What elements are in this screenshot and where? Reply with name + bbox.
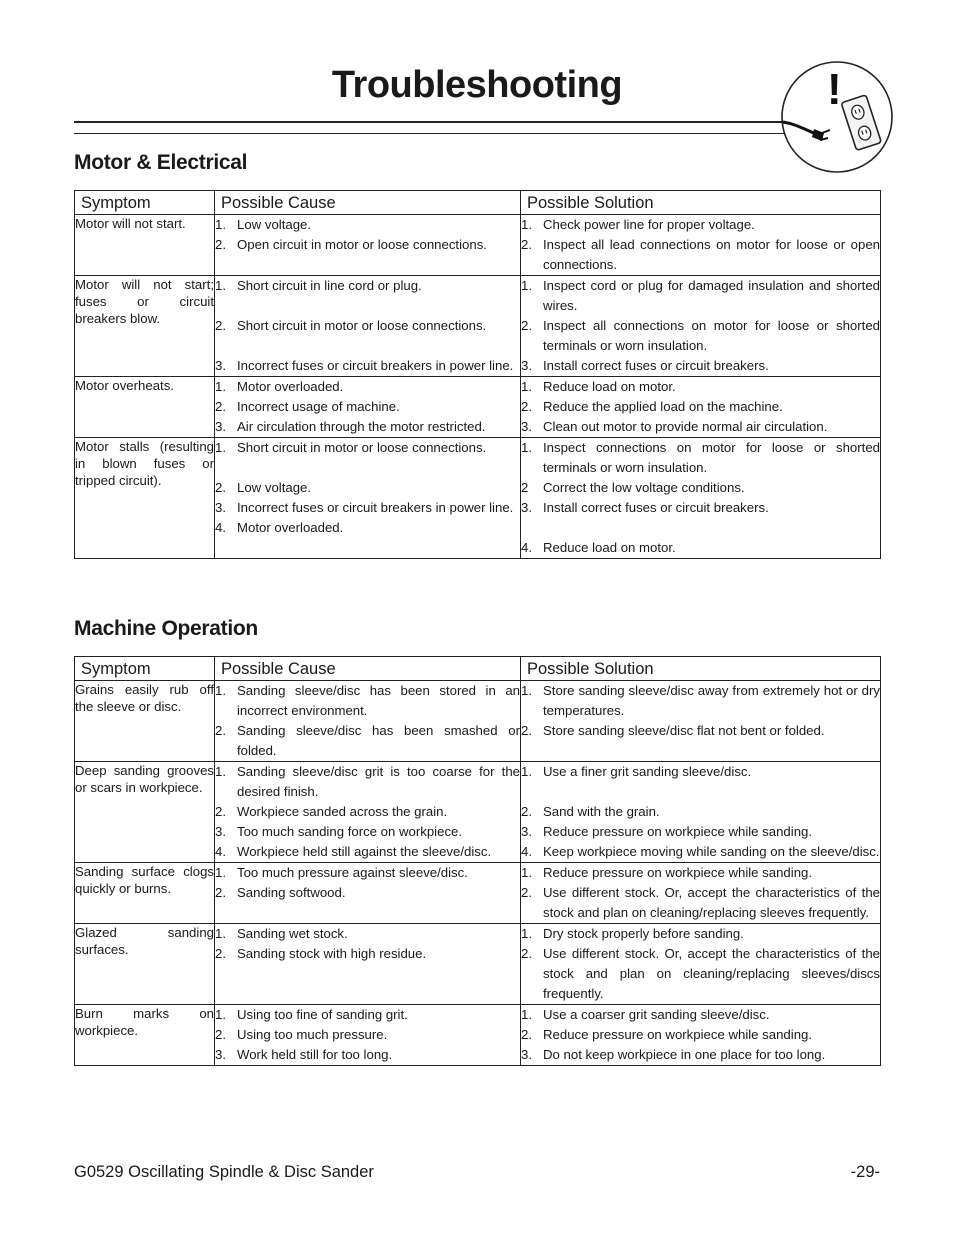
list-item: 1. Use a coarser grit sanding sleeve/disc. bbox=[521, 1007, 770, 1022]
table-row bbox=[75, 924, 881, 1005]
list-item: 2. Inspect all lead connections on motor for loose or open connections. bbox=[521, 237, 880, 272]
list-item: 1. Use a finer grit sanding sleeve/disc. bbox=[521, 764, 752, 779]
list-item: 1. Check power line for proper voltage. bbox=[521, 217, 755, 232]
electrical-warning-icon bbox=[778, 58, 896, 176]
header-cause: Possible Cause bbox=[215, 191, 521, 215]
table-row bbox=[75, 276, 881, 377]
solution-cell bbox=[521, 1005, 881, 1066]
cause-cell bbox=[215, 377, 521, 438]
exclamation-icon: ! bbox=[827, 65, 842, 114]
solution-cell bbox=[521, 215, 881, 276]
list-item: 3. Install correct fuses or circuit breakers. bbox=[521, 358, 769, 373]
cause-cell bbox=[215, 924, 521, 1005]
list-item: 2. Low voltage. bbox=[215, 480, 312, 495]
solution-cell bbox=[521, 438, 881, 559]
cause-cell bbox=[215, 762, 521, 863]
list-item: 3. Incorrect fuses or circuit breakers in power line. bbox=[215, 500, 514, 515]
cause-cell bbox=[215, 681, 521, 762]
table-row bbox=[75, 215, 881, 276]
list-item: 1. Sanding wet stock. bbox=[215, 926, 348, 941]
table-row bbox=[75, 762, 881, 863]
header-solution: Possible Solution bbox=[521, 191, 881, 215]
list-item: 1. Inspect connections on motor for loose or shorted terminals or worn insulation. bbox=[521, 440, 880, 475]
list-item: 3. Do not keep workpiece in one place for too long. bbox=[521, 1047, 826, 1062]
header-symptom: Symptom bbox=[75, 657, 215, 681]
troubleshooting-table-machine-operation bbox=[74, 656, 881, 1066]
symptom-cell: Grains easily rub off the sleeve or disc. bbox=[75, 681, 215, 762]
symptom-cell: Glazed sanding surfaces. bbox=[75, 924, 215, 1005]
list-item: 3. Too much sanding force on workpiece. bbox=[215, 824, 463, 839]
table-row bbox=[75, 377, 881, 438]
list-item: 2. Store sanding sleeve/disc flat not bent or folded. bbox=[521, 723, 825, 738]
solution-cell bbox=[521, 377, 881, 438]
symptom-cell: Motor will not start; fuses or circuit breakers blow. bbox=[75, 276, 215, 377]
list-item: 2. Incorrect usage of machine. bbox=[215, 399, 400, 414]
list-item: 2. Workpiece sanded across the grain. bbox=[215, 804, 448, 819]
list-item: 2. Short circuit in motor or loose connections. bbox=[215, 318, 487, 333]
list-item: 1. Too much pressure against sleeve/disc. bbox=[215, 865, 468, 880]
symptom-cell: Motor stalls (resulting in blown fuses or tripped circuit). bbox=[75, 438, 215, 559]
list-item: 1. Inspect cord or plug for damaged insulation and shorted wires. bbox=[521, 278, 880, 313]
troubleshooting-table-motor-electrical bbox=[74, 190, 881, 559]
list-item: 3. Reduce pressure on workpiece while sanding. bbox=[521, 824, 813, 839]
solution-cell bbox=[521, 681, 881, 762]
table-header-row bbox=[75, 657, 881, 681]
list-item: 2 Correct the low voltage conditions. bbox=[521, 480, 745, 495]
list-item: 3. Work held still for too long. bbox=[215, 1047, 393, 1062]
list-item: 2. Using too much pressure. bbox=[215, 1027, 388, 1042]
list-item: 1. Reduce pressure on workpiece while sanding. bbox=[521, 865, 813, 880]
cause-cell bbox=[215, 1005, 521, 1066]
list-item: 2. Reduce pressure on workpiece while sanding. bbox=[521, 1027, 813, 1042]
footer-page-number: -29- bbox=[850, 1163, 880, 1181]
list-item: 2. Sanding softwood. bbox=[215, 885, 346, 900]
section-title: Machine Operation bbox=[74, 617, 258, 640]
list-item: 2. Sand with the grain. bbox=[521, 804, 660, 819]
list-item: 1. Store sanding sleeve/disc away from extremely hot or dry temperatures. bbox=[521, 683, 880, 718]
list-item: 2. Open circuit in motor or loose connections. bbox=[215, 237, 487, 252]
list-item: 2. Use different stock. Or, accept the characteristics of the stock and plan on cleaning/replacing sleeves frequently. bbox=[521, 885, 880, 920]
list-item: 2. Use different stock. Or, accept the characteristics of the stock and plan on cleaning/replacing sleeves/discs frequently. bbox=[521, 946, 880, 1001]
list-item: 3. Incorrect fuses or circuit breakers in power line. bbox=[215, 358, 514, 373]
list-item: 3. Clean out motor to provide normal air circulation. bbox=[521, 419, 828, 434]
section-title: Motor & Electrical bbox=[74, 151, 248, 174]
table-row bbox=[75, 681, 881, 762]
header-solution: Possible Solution bbox=[521, 657, 881, 681]
table-row bbox=[75, 863, 881, 924]
cause-cell bbox=[215, 215, 521, 276]
symptom-cell: Motor will not start. bbox=[75, 215, 215, 276]
page-title: Troubleshooting bbox=[331, 64, 623, 106]
list-item: 2. Sanding sleeve/disc has been smashed or folded. bbox=[215, 723, 520, 758]
table-header-row bbox=[75, 191, 881, 215]
header-symptom: Symptom bbox=[75, 191, 215, 215]
list-item: 1. Sanding sleeve/disc has been stored in an incorrect environment. bbox=[215, 683, 520, 718]
list-item: 3. Install correct fuses or circuit breakers. bbox=[521, 500, 769, 515]
solution-cell bbox=[521, 924, 881, 1005]
title-rule-thick bbox=[74, 121, 786, 123]
cause-cell bbox=[215, 863, 521, 924]
list-item: 3. Air circulation through the motor restricted. bbox=[215, 419, 486, 434]
list-item: 2. Inspect all connections on motor for loose or shorted terminals or worn insulation. bbox=[521, 318, 880, 353]
table-row bbox=[75, 438, 881, 559]
list-item: 1. Dry stock properly before sanding. bbox=[521, 926, 744, 941]
list-item: 4. Workpiece held still against the sleeve/disc. bbox=[215, 844, 492, 859]
solution-cell bbox=[521, 762, 881, 863]
list-item: 1. Sanding sleeve/disc grit is too coarse for the desired finish. bbox=[215, 764, 520, 799]
cause-cell bbox=[215, 438, 521, 559]
title-rule-thin bbox=[74, 133, 786, 134]
list-item: 1. Short circuit in motor or loose connections. bbox=[215, 440, 487, 455]
list-item: 1. Motor overloaded. bbox=[215, 379, 344, 394]
list-item: 1. Using too fine of sanding grit. bbox=[215, 1007, 408, 1022]
cause-cell bbox=[215, 276, 521, 377]
symptom-cell: Motor overheats. bbox=[75, 377, 215, 438]
list-item: 2. Sanding stock with high residue. bbox=[215, 946, 427, 961]
symptom-cell: Burn marks on workpiece. bbox=[75, 1005, 215, 1066]
list-item: 1. Low voltage. bbox=[215, 217, 312, 232]
solution-cell bbox=[521, 863, 881, 924]
list-item: 2. Reduce the applied load on the machine. bbox=[521, 399, 783, 414]
symptom-cell: Deep sanding grooves or scars in workpiece. bbox=[75, 762, 215, 863]
list-item: 4. Keep workpiece moving while sanding on the sleeve/disc. bbox=[521, 844, 880, 859]
solution-cell bbox=[521, 276, 881, 377]
list-item: 1. Reduce load on motor. bbox=[521, 379, 676, 394]
table-row bbox=[75, 1005, 881, 1066]
footer-manual-title: G0529 Oscillating Spindle & Disc Sander bbox=[74, 1163, 374, 1181]
symptom-cell: Sanding surface clogs quickly or burns. bbox=[75, 863, 215, 924]
list-item: 1. Short circuit in line cord or plug. bbox=[215, 278, 422, 293]
list-item: 4. Motor overloaded. bbox=[215, 520, 344, 535]
header-cause: Possible Cause bbox=[215, 657, 521, 681]
list-item: 4. Reduce load on motor. bbox=[521, 540, 676, 555]
